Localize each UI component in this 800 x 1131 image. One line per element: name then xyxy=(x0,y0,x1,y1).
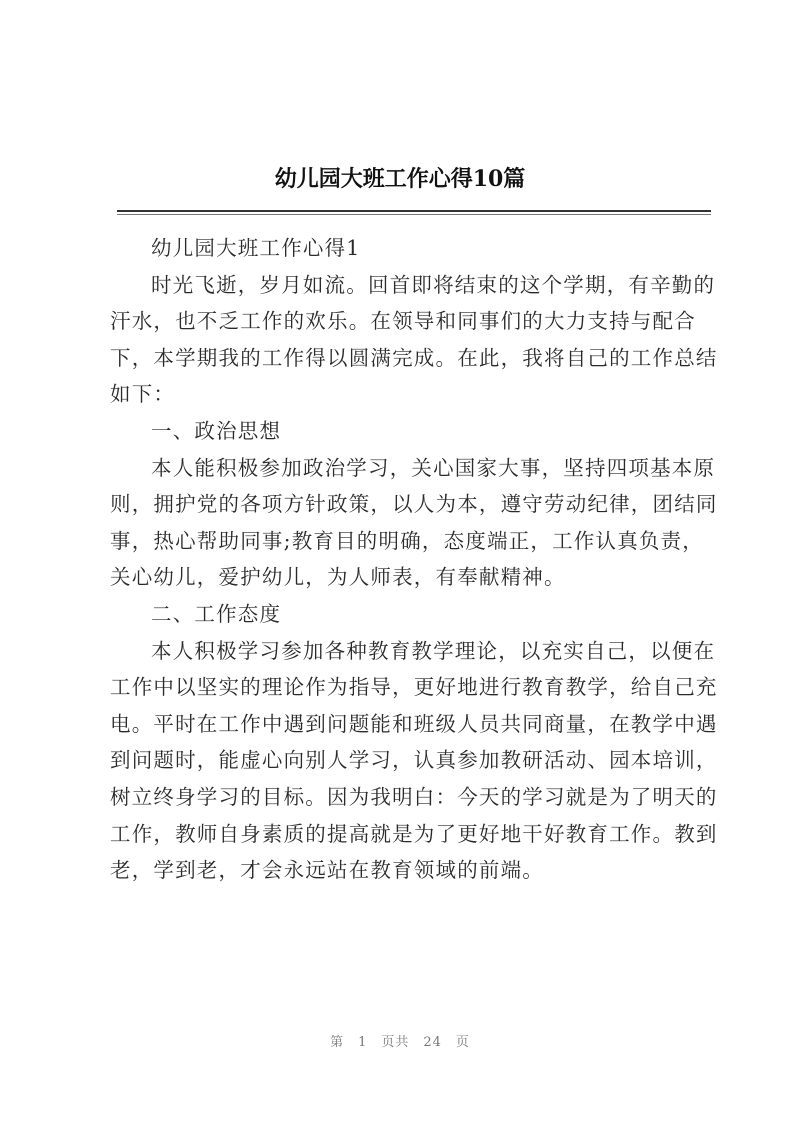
document-body xyxy=(110,230,718,889)
paragraph-line: 关心幼儿，爱护幼儿，为人师表，有奉献精神。 xyxy=(110,565,566,590)
paragraph-line: 老，学到老，才会永远站在教育领域的前端。 xyxy=(110,858,544,883)
document-title: 幼儿园大班工作心得10篇 xyxy=(274,166,526,192)
title-divider-thick xyxy=(117,210,711,212)
section-heading: 幼儿园大班工作心得1 xyxy=(151,236,361,260)
page-footer xyxy=(0,1031,800,1050)
paragraph-line: 下，本学期我的工作得以圆满完成。在此，我将自己的工作总结 xyxy=(110,345,718,370)
subsection-heading: 一、政治思想 xyxy=(151,418,282,443)
paragraph-line: 时光飞逝，岁月如流。回首即将结束的这个学期，有辛勤的 xyxy=(151,272,716,297)
footer-page-number: 1 xyxy=(358,1035,368,1050)
footer-total-pages: 24 xyxy=(423,1035,442,1050)
title-divider-thin xyxy=(117,214,711,215)
paragraph-line: 电。平时在工作中遇到问题能和班级人员共同商量，在教学中遇 xyxy=(110,711,718,736)
subsection-heading: 二、工作态度 xyxy=(151,601,282,626)
paragraph-line: 树立终身学习的目标。因为我明白：今天的学习就是为了明天的 xyxy=(110,784,718,809)
paragraph-line: 到问题时，能虚心向别人学习，认真参加教研活动、园本培训， xyxy=(110,748,718,773)
paragraph-line: 如下： xyxy=(110,382,176,407)
paragraph-line: 本人积极学习参加各种教育教学理论，以充实自己，以便在 xyxy=(151,638,716,663)
paragraph-line: 汗水，也不乏工作的欢乐。在领导和同事们的大力支持与配合 xyxy=(110,309,696,334)
paragraph-line: 则，拥护党的各项方针政策，以人为本，遵守劳动纪律，团结同 xyxy=(110,492,718,517)
paragraph-line: 工作，教师自身素质的提高就是为了更好地干好教育工作。教到 xyxy=(110,821,718,846)
paragraph-line: 事，热心帮助同事;教育目的明确，态度端正，工作认真负责， xyxy=(110,528,705,553)
footer-suffix: 页 xyxy=(455,1035,470,1050)
paragraph-line: 本人能积极参加政治学习，关心国家大事，坚持四项基本原 xyxy=(151,455,716,480)
footer-prefix: 第 xyxy=(330,1035,345,1050)
paragraph-line: 工作中以坚实的理论作为指导，更好地进行教育教学，给自己充 xyxy=(110,675,718,700)
footer-middle: 页共 xyxy=(381,1035,410,1050)
